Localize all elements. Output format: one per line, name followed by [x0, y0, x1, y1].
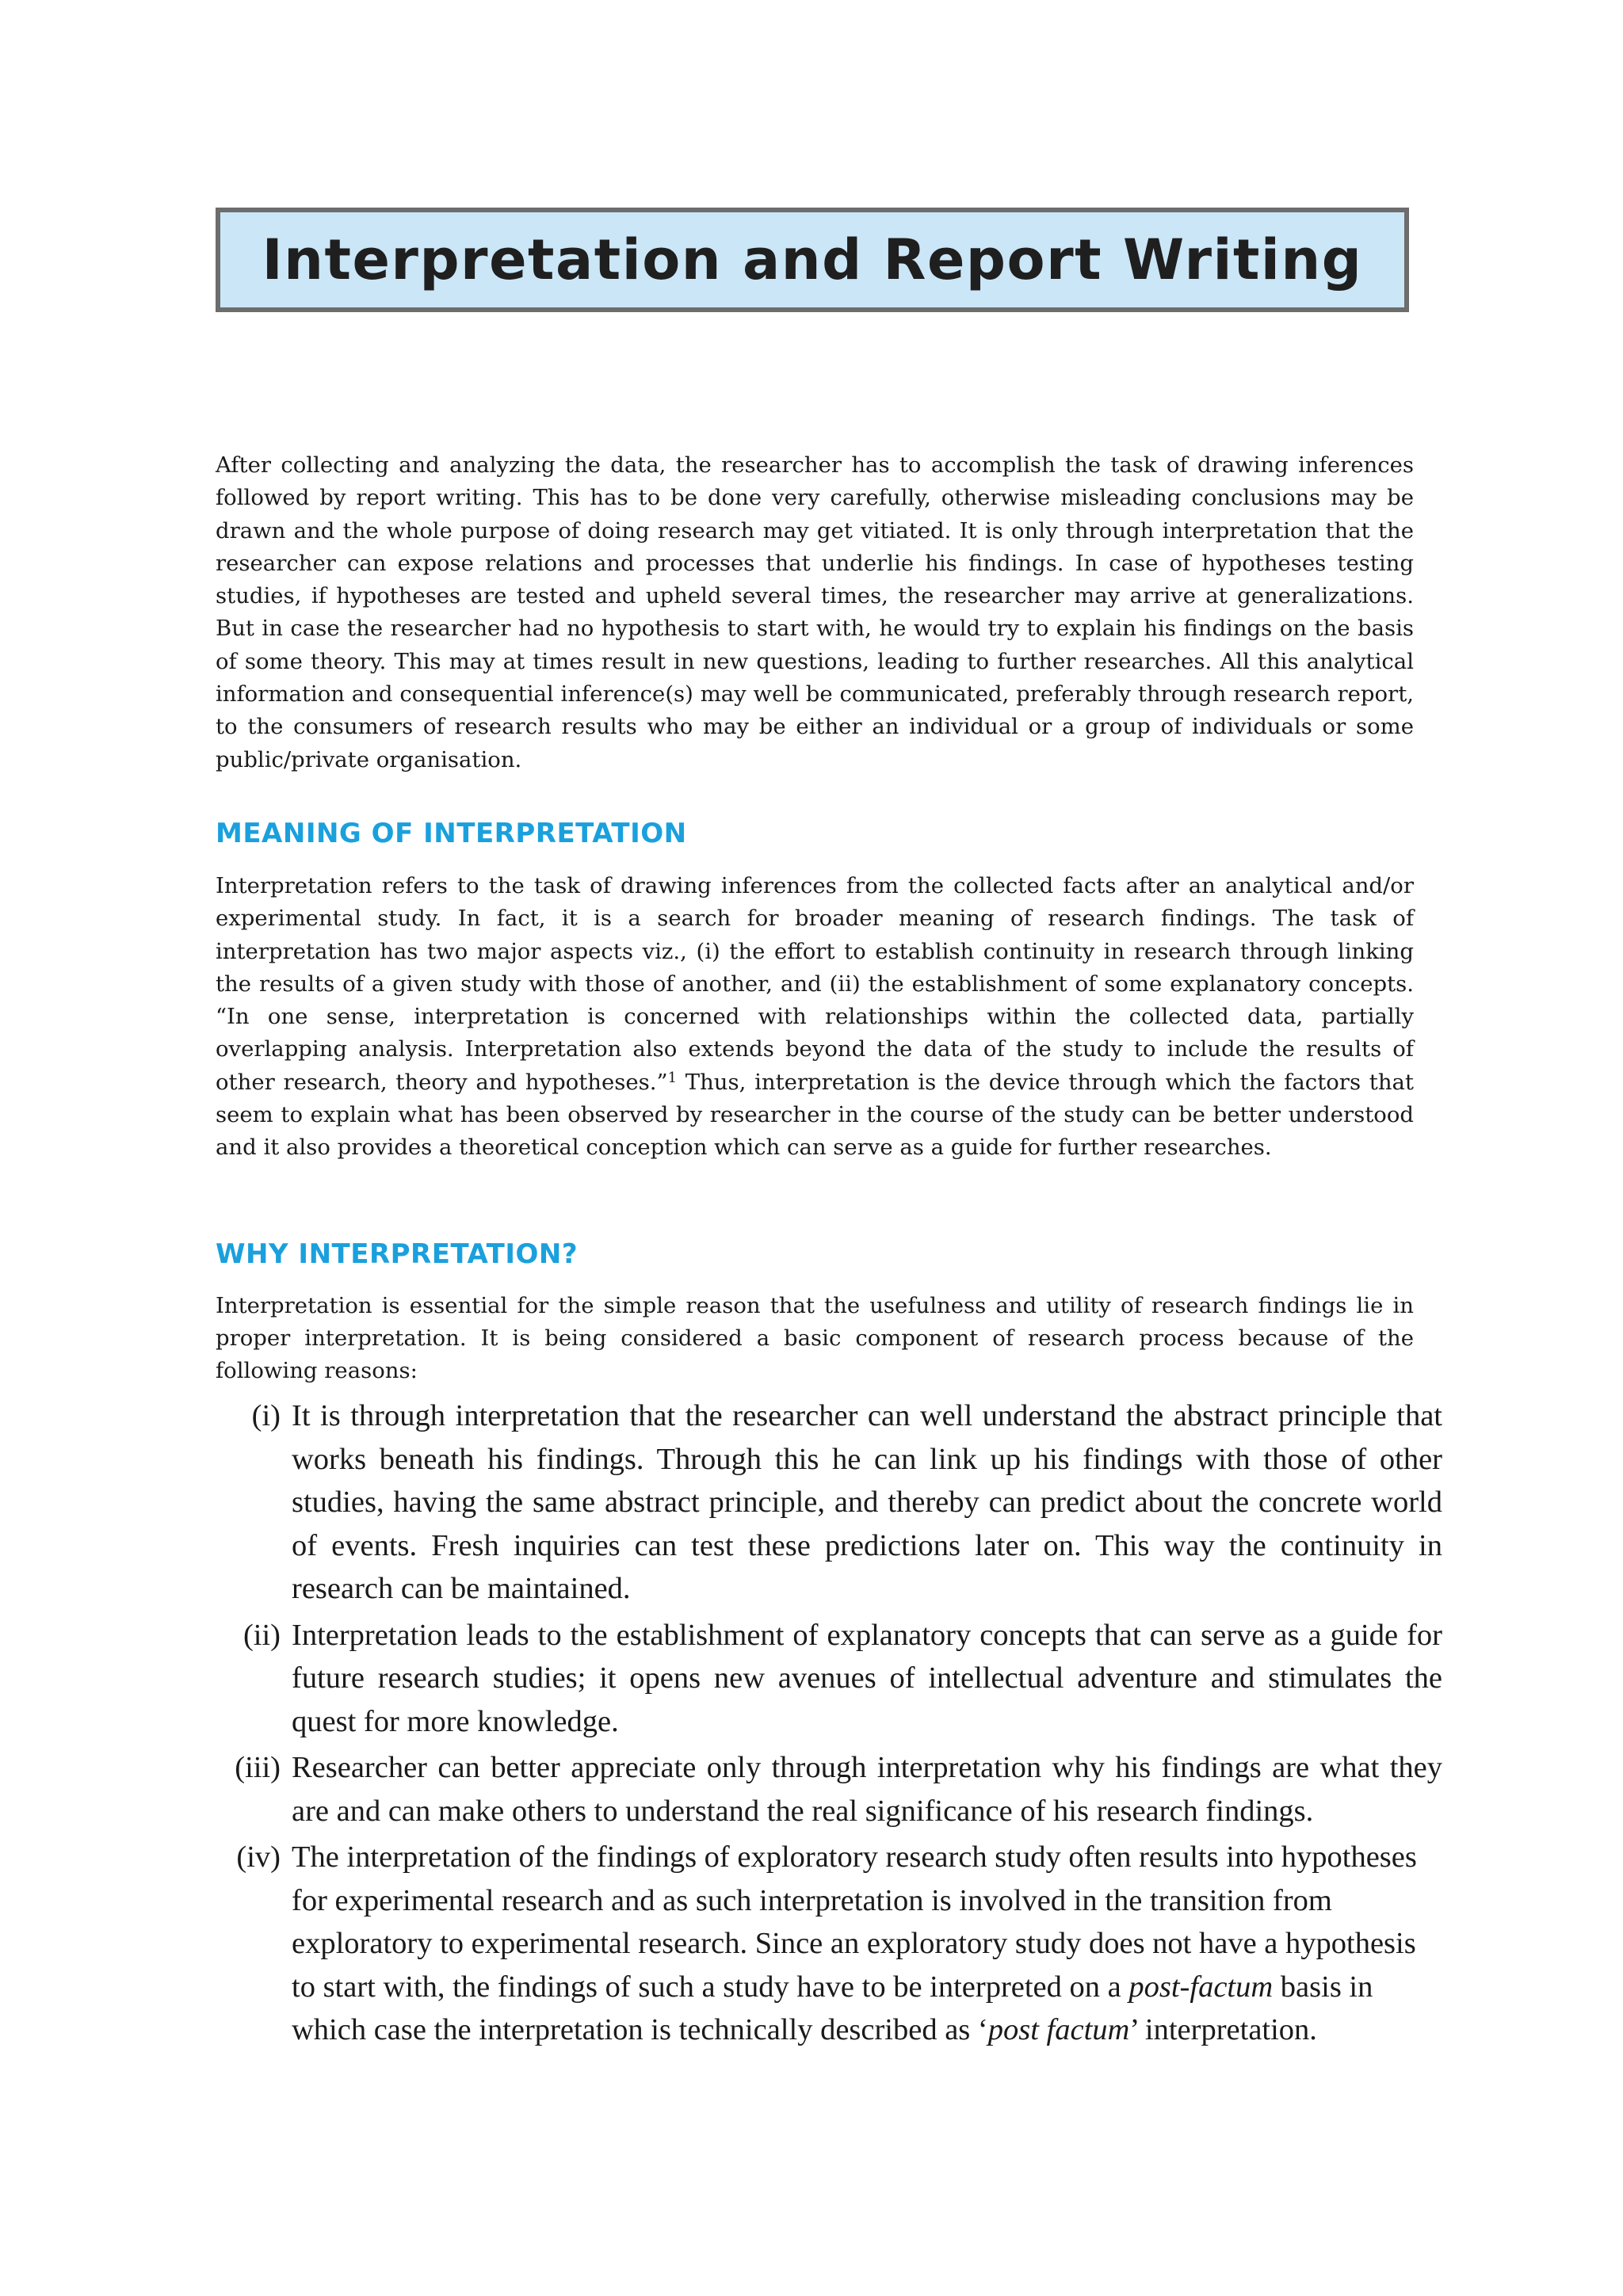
- list-item: [230, 1614, 1442, 1744]
- list-item-text-part: The interpretation of the findings of exploratory research study often results into hypotheses for experimental research and as such interpretation is involved in the transition from exploratory to experimental research. Since an exploratory study does not have a hypothesis to start with, the findings of such a study have to be interpreted on a: [292, 1840, 1417, 2004]
- list-item-text: Interpretation leads to the establishment of explanatory concepts that can serve as a guide for future research studies; it opens new avenues of intellectual adventure and stimulates the quest for more knowledge.: [292, 1618, 1442, 1738]
- list-item-text-part: ’ interpretation.: [1129, 2013, 1317, 2046]
- footnote-reference[interactable]: 1: [667, 1069, 678, 1086]
- meaning-text-part2: Thus, interpretation is the device through which the factors that seem to explain what has been observed by researcher in the course of the study can be better understood and it also provides a theoretical conception which can serve as a guide for further researches.: [216, 1069, 1414, 1161]
- intro-paragraph: After collecting and analyzing the data, the researcher has to accomplish the task of drawing inferences followed by report writing. This has to be done very carefully, otherwise misleading conclusions may be drawn and the whole purpose of doing research may get vitiated. It is only through interpretation that the researcher can expose relations and processes that underlie his findings. In case of hypotheses testing studies, if hypotheses are tested and upheld several times, the researcher may arrive at generalizations. But in case the researcher had no hypothesis to start with, he would try to explain his findings on the basis of some theory. This may at times result in new questions, leading to further researches. All this analytical information and consequential inference(s) may well be communicated, preferably through research report, to the consumers of research results who may be either an individual or a group of individuals or some public/private organisation.: [216, 452, 1414, 772]
- list-item: [230, 1836, 1442, 2052]
- why-intro-paragraph: Interpretation is essential for the simple reason that the usefulness and utility of research findings lie in proper interpretation. It is being considered a basic component of research process because of the following reasons:: [216, 1293, 1414, 1383]
- reasons-list: [230, 1394, 1442, 2055]
- list-item-number: (ii): [242, 1618, 281, 1652]
- emphasis-term: post-factum: [1128, 1970, 1274, 2004]
- list-item-number: (iv): [236, 1840, 281, 1874]
- list-item-number: (iii): [235, 1751, 281, 1784]
- meaning-paragraph: [216, 870, 1414, 1165]
- list-item: [230, 1746, 1442, 1833]
- list-item-text: Researcher can better appreciate only through interpretation why his findings are what they are and can make others to understand the real significance of his research findings.: [292, 1751, 1442, 1828]
- list-item: [230, 1394, 1442, 1611]
- list-item-text-part: basis in which case the interpretation is technically described as ‘: [292, 1970, 1373, 2046]
- section-heading-meaning: MEANING OF INTERPRETATION: [216, 818, 687, 849]
- meaning-text-part1: Interpretation refers to the task of drawing inferences from the collected facts after an analytical and/or experimental study. In fact, it is a search for broader meaning of research findings. The task of interpretation has two major aspects viz., (i) the effort to establish continuity in research through linking the results of a given study with those of another, and (ii) the establishment of some explanatory concepts. “In one sense, interpretation is concerned with relationships within the collected data, partially overlapping analysis. Interpretation also extends beyond the data of the study to include the results of other research, theory and hypotheses.”: [216, 873, 1414, 1095]
- list-item-text: [292, 1836, 1442, 2052]
- emphasis-term: post factum: [987, 2013, 1130, 2046]
- list-item-number: (i): [251, 1399, 281, 1432]
- title-banner: [216, 208, 1409, 312]
- page-title: Interpretation and Report Writing: [262, 227, 1363, 292]
- list-item-text: It is through interpretation that the researcher can well understand the abstract principle that works beneath his findings. Through this he can link up his findings with those of other studies, having the same abstract principle, and thereby can predict about the concrete world of events. Fresh inquiries can test these predictions later on. This way the continuity in research can be maintained.: [292, 1399, 1442, 1605]
- section-heading-why: WHY INTERPRETATION?: [216, 1238, 579, 1270]
